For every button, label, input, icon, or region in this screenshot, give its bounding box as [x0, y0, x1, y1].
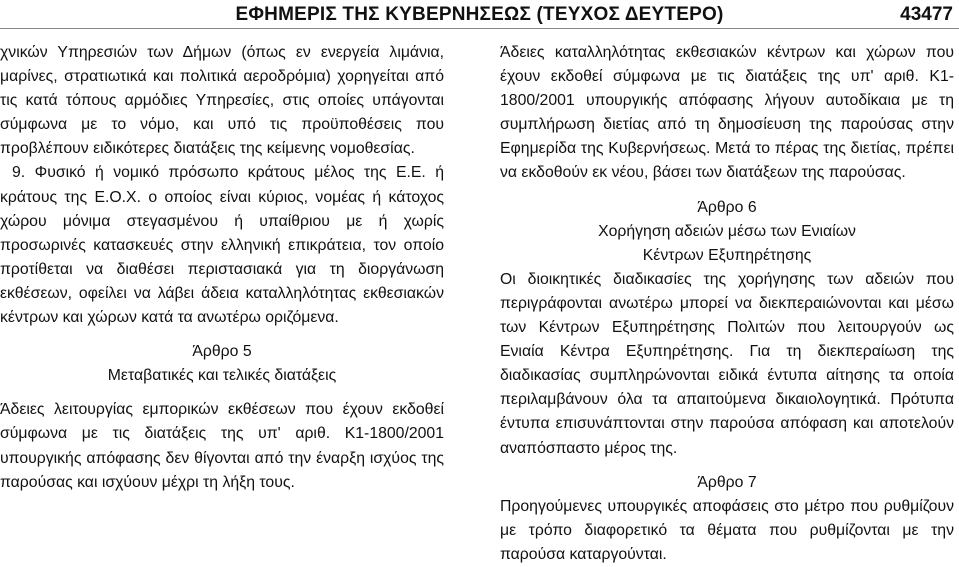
article-6-title-line-2: Κέντρων Εξυπηρέτησης	[642, 246, 812, 264]
right-paragraph-3: Προηγούμενες υπουργικές αποφάσεις στο μέτρο που ρυθμίζουν με τρόπο διαφορετικό τα θέματα που ρυθμίζονται με την παρούσα καταργούνται.	[500, 497, 954, 563]
right-column	[500, 41, 954, 567]
right-paragraph-2: Οι διοικητικές διαδικασίες της χορήγησης των αδειών που περιγράφονται ανωτέρω μπορεί να διεκπεραιώνονται και μέσω των Κέντρων Εξυπηρέτησης Πολιτών που λειτουργούν ως Ενιαία Κέντρα Εξυπηρέτησης. Για τη διεκπεραίωση της διαδικασίας συμπληρώνονται ειδικά έντυπα αίτησης τα οποία περιλαμβάνουν όλα τα απαιτούμενα δικαιολογητικά. Πρότυπα έντυπα επισυνάπτονται στην παρούσα απόφαση και αποτελούν αναπόσπαστο μέρος της.	[500, 270, 954, 457]
right-paragraph-1: Άδειες καταλληλότητας εκθεσιακών κέντρων και χώρων που έχουν εκδοθεί σύμφωνα με τις διατάξεις της υπ' αριθ. Κ1-1800/2001 υπουργικής απόφασης λήγουν αυτοδίκαια με τη συμπλήρωση διετίας από τη δημοσίευση της παρούσας στην Εφημερίδα της Κυβερνήσεως. Μετά το πέρας της διετίας, πρέπει να εκδοθούν εκ νέου, βάσει των διατάξεων της παρούσας.	[500, 44, 954, 182]
article-7-heading: Άρθρο 7	[697, 473, 757, 491]
article-6-title-line-1: Χορήγηση αδειών μέσω των Ενιαίων	[598, 222, 856, 240]
header-divider	[0, 28, 959, 29]
left-paragraph-1: χνικών Υπηρεσιών των Δήμων (όπως εν ενεργεία λιμάνια, μαρίνες, στρατιωτικά και πολιτικά αεροδρόμια) χορηγείται από τις κατά τόπους αρμόδιες Υπηρεσίες, στις οποίες υπάγονται σύμφωνα με το νόμο, και υπό τις προϋποθέσεις που προβλέπουν ειδικότερες διατάξεις της κείμενης νομοθεσίας.	[0, 44, 444, 158]
page-number: 43477	[900, 4, 953, 25]
gazette-title: ΕΦΗΜΕΡΙΣ ΤΗΣ ΚΥΒΕΡΝΗΣΕΩΣ (ΤΕΥΧΟΣ ΔΕΥΤΕΡΟ)	[235, 4, 724, 25]
article-6-heading: Άρθρο 6	[697, 198, 757, 216]
left-paragraph-2: 9. Φυσικό ή νομικό πρόσωπο κράτους μέλος της Ε.Ε. ή κράτους της Ε.Ο.Χ. ο οποίος είναι κύριος, νομέας ή κάτοχος χώρου μόνιμα στεγασμένου ή υπαίθριου με ή χωρίς προσωρινές κατασκευές στην ελληνική επικράτεια, τον οποίο προτίθεται να διαθέσει περιστασιακά για τη διοργάνωση εκθέσεων, οφείλει να λάβει άδεια καταλληλότητας εκθεσιακών κέντρων και χώρων κατά τα ανωτέρω οριζόμενα.	[0, 164, 444, 327]
left-paragraph-3: Άδειες λειτουργίας εμπορικών εκθέσεων που έχουν εκδοθεί σύμφωνα με τις διατάξεις της υπ' αριθ. Κ1-1800/2001 υπουργικής απόφασης δεν θίγονται από την έναρξη ισχύος της παρούσας και ισχύουν μέχρι τη λήξη τους.	[0, 401, 444, 491]
gazette-header	[0, 0, 959, 34]
left-column	[0, 41, 444, 495]
article-5-heading: Άρθρο 5	[192, 343, 252, 361]
article-5-title: Μεταβατικές και τελικές διατάξεις	[107, 367, 337, 385]
